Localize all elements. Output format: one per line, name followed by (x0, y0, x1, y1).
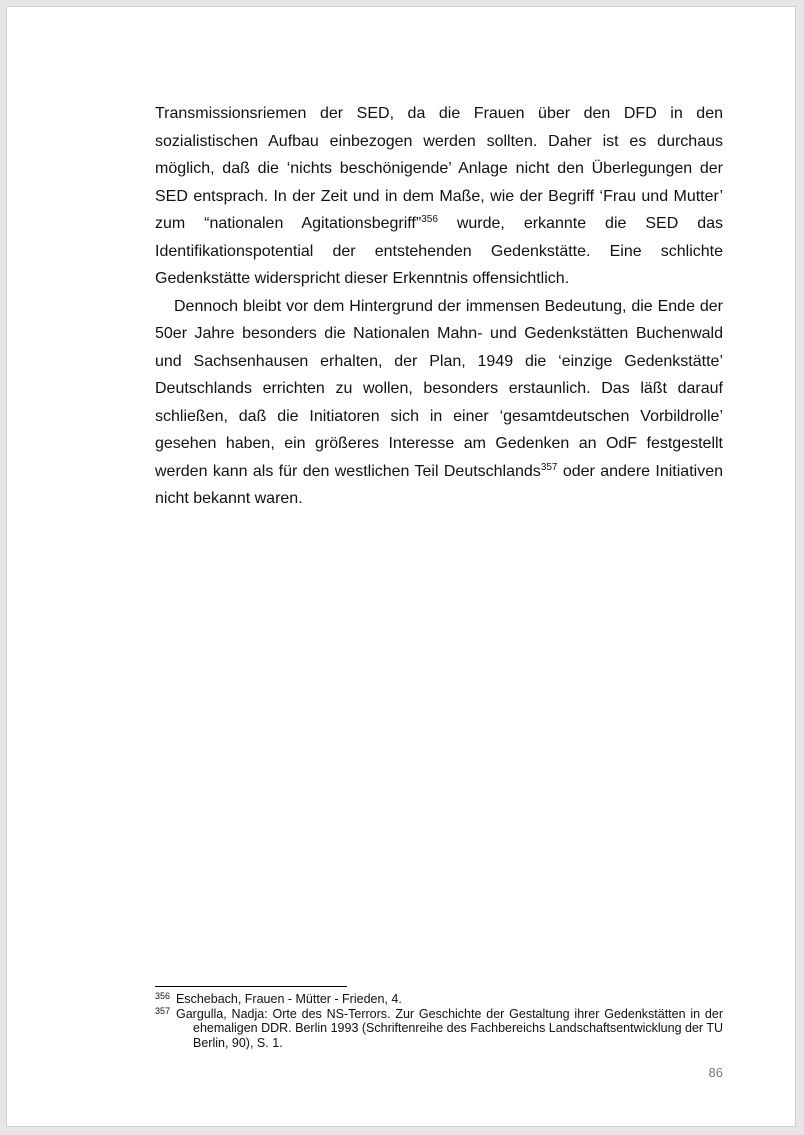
paragraph-2-text-a: Dennoch bleibt vor dem Hintergrund der immensen Bedeutung, die Ende der 50er Jahre besonders die Nationalen Mahn- und Gedenkstätten Buchenwald und Sachsenhausen erhalten, der Plan, 1949 die ‘einzige Gedenkstätte’ Deutschlands errichten zu wollen, besonders erstaunlich. Das läßt darauf schließen, daß die Initiatoren sich in einer ‘gesamtdeutschen Vorbildrolle’ gesehen haben, ein größeres Interesse am Gedenken an OdF festgestellt werden kann als für den westlichen Teil Deutschlands (155, 297, 723, 480)
footnote-text: Gargulla, Nadja: Orte des NS-Terrors. Zur Geschichte der Gestaltung ihrer Gedenkstätten in der ehemaligen DDR. Berlin 1993 (Schriftenreihe des Fachbereichs Landschaftsentwicklung der TU Berlin, 90), S. 1. (176, 1006, 723, 1050)
paragraph-2 (155, 293, 723, 513)
footnote-separator (155, 986, 347, 987)
paragraph-2-text-b: oder andere Initiativen nicht bekannt waren. (155, 462, 723, 507)
paragraph-1-text-a: Transmissionsriemen der SED, da die Frauen über den DFD in den sozialistischen Aufbau einbezogen werden sollten. Daher ist es durchaus möglich, daß die ‘nichts beschönigende’ Anlage nicht den Überlegungen der SED entsprach. In der Zeit und in dem Maße, wie der Begriff ‘Frau und Mutter’ zum “nationalen Agitationsbegriff” (155, 105, 723, 232)
paragraph-1-text-b: wurde, erkannte die SED das Identifikationspotential der entstehenden Gedenkstätte. Eine schlichte Gedenkstätte widerspricht dieser Erkenntnis offensichtlich. (155, 215, 723, 287)
footnote-text: Eschebach, Frauen - Mütter - Frieden, 4. (176, 992, 402, 1006)
footnotes (155, 992, 723, 1050)
footnote-356 (155, 992, 723, 1007)
footnote-ref-357[interactable]: 357 (540, 461, 558, 473)
page-number: 86 (708, 1065, 723, 1080)
footnote-number: 357 (155, 1005, 171, 1016)
document-page (6, 6, 796, 1127)
footnote-357 (155, 1007, 723, 1051)
footnote-ref-356[interactable]: 356 (421, 214, 438, 225)
paragraph-1 (155, 100, 723, 293)
footnote-number: 356 (155, 991, 171, 1001)
body-text (155, 100, 723, 513)
